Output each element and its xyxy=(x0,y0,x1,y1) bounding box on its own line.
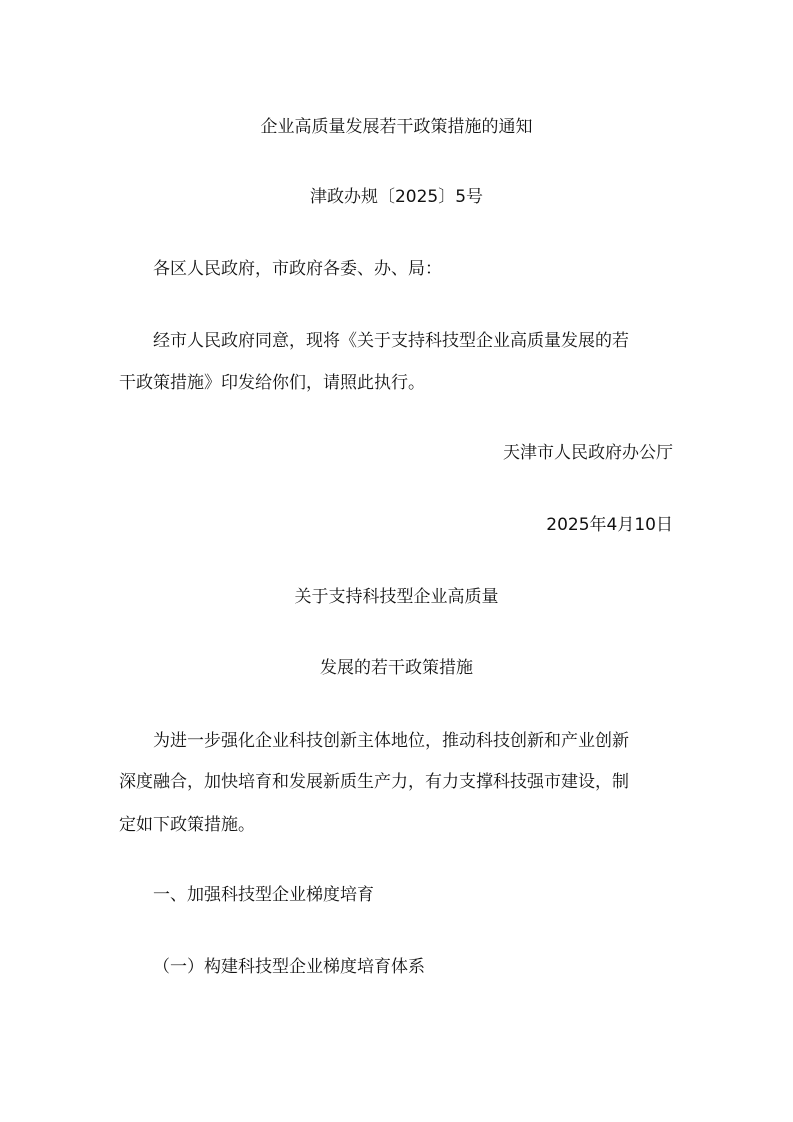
section-heading-1: 一、加强科技型企业梯度培育 xyxy=(153,885,374,905)
issuer-signature: 天津市人民政府办公厅 xyxy=(503,443,673,463)
intro-paragraph-line-3: 定如下政策措施。 xyxy=(119,815,255,835)
body-paragraph-line-2: 干政策措施》印发给你们，请照此执行。 xyxy=(119,373,425,393)
issue-date: 2025年4月10日 xyxy=(546,515,673,535)
measures-title-line-2: 发展的若干政策措施 xyxy=(320,658,473,678)
document-number: 津政办规〔2025〕5号 xyxy=(309,187,484,207)
measures-title-line-1: 关于支持科技型企业高质量 xyxy=(294,587,499,607)
salutation: 各区人民政府，市政府各委、办、局： xyxy=(153,259,442,279)
intro-paragraph-line-2: 深度融合，加快培育和发展新质生产力，有力支撑科技强市建设，制 xyxy=(119,772,629,792)
body-paragraph-line-1: 经市人民政府同意，现将《关于支持科技型企业高质量发展的若 xyxy=(153,331,629,351)
notice-title: 企业高质量发展若干政策措施的通知 xyxy=(260,117,533,137)
subsection-heading-1: （一）构建科技型企业梯度培育体系 xyxy=(153,957,425,977)
intro-paragraph-line-1: 为进一步强化企业科技创新主体地位，推动科技创新和产业创新 xyxy=(153,731,629,751)
